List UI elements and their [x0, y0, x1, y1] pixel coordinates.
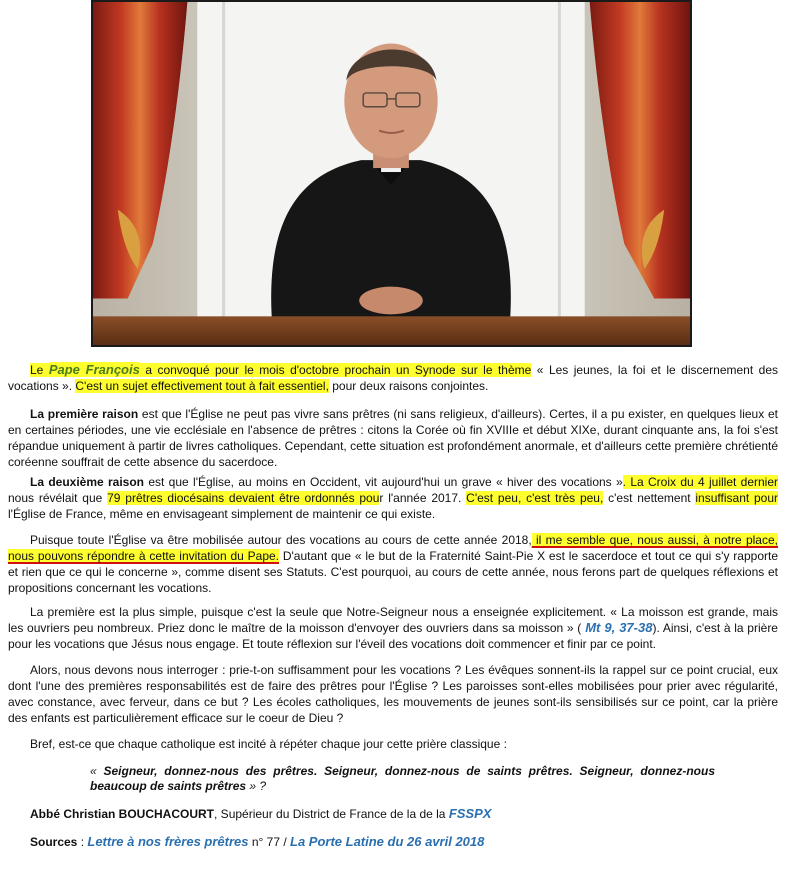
- source-link-lettre[interactable]: Lettre à nos frères prêtres: [87, 834, 249, 849]
- paragraph-prayer: [8, 604, 778, 652]
- mobilisation-c: D'autant que « le but de la Fraternité Saint-Pie X est le sacerdoce et tout ce qui s'y rapporte et rien que ce qui le concerne », comme disent ses Statuts. C'est pourquoi, au cours de cette année, nous ferons part de quelques réflexions et propositions concernant les vocations.: [8, 549, 778, 595]
- first-reason-label: La première raison: [30, 407, 139, 421]
- pope-name: Pape François: [48, 362, 140, 377]
- quote-open: «: [90, 764, 104, 778]
- prayer-a: La première est la plus simple, puisque c'est la seule que Notre-Seigneur nous a enseignée explicitement. « La moisson est grande, mais les ouvriers peu nombreux. Priez donc le maître de la moisson d'envoyer des ouvriers dans sa moisson » (: [8, 605, 778, 635]
- mobilisation-b: il me semble que, nous aussi, à notre place, nous pouvons répondre à cette invitation du Pape.: [8, 533, 778, 563]
- prayer-b: ). Ainsi, c'est à la prière pour les vocations que Jésus nous engage. Et toute réflexion sur l'éveil des vocations doit commencer et finir par ce point.: [8, 621, 778, 651]
- second-reason-f: C'est peu, c'est très peu,: [466, 491, 604, 505]
- intro-text-a: Le: [30, 363, 49, 377]
- questions-text: Alors, nous devons nous interroger : prie-t-on suffisamment pour les vocations ? Les évêques sonnent-ils la rappel sur ce point crucial, eux dont l'une des premières responsabilités est de faire des prêtres pour l'Église ? Les paroisses sont-elles mobilisées pour prier avec régularité, avec constance, avec ferveur, dans ce but ? Les écoles catholiques, les mouvements de jeunes sont-ils sensibilisés sur ce point, car la prière des enfants est particulièrement efficace sur le coeur de Dieu ?: [8, 663, 778, 725]
- intro-text-d: .: [68, 379, 76, 393]
- sources-label: Sources: [30, 835, 78, 849]
- author-name: Abbé Christian BOUCHACOURT: [30, 807, 215, 821]
- sources: [30, 834, 484, 850]
- paragraph-intro: [8, 362, 778, 394]
- paragraph-second-reason: [8, 474, 778, 522]
- signature: [30, 806, 491, 822]
- priest-photo-illustration: [93, 2, 690, 345]
- intro-text-f: pour deux raisons conjointes.: [328, 379, 489, 393]
- paragraph-questions: [8, 662, 778, 726]
- second-reason-i: l'Église de France, même en envisageant simplement de maintenir ce qui existe.: [8, 507, 436, 521]
- source-number: n° 77 /: [248, 835, 290, 849]
- intro-text-b: a convoqué pour le mois d'octobre prochain un Synode sur le thème: [139, 363, 532, 377]
- bref-text: Bref, est-ce que chaque catholique est incité à répéter chaque jour cette prière classique :: [30, 737, 507, 751]
- paragraph-bref: [8, 736, 778, 752]
- paragraph-mobilisation: [8, 532, 778, 596]
- priest-photo: [91, 0, 692, 347]
- intro-text-e: C'est un sujet effectivement tout à fait essentiel,: [75, 379, 329, 393]
- sources-sep: :: [77, 835, 88, 849]
- second-reason-label: La deuxième raison: [30, 475, 145, 489]
- prayer-quote: [90, 764, 715, 794]
- paragraph-first-reason: [8, 406, 778, 470]
- mobilisation-a: Puisque toute l'Église va être mobilisée autour des vocations au cours de cette année 2018,: [30, 533, 532, 547]
- second-reason-g: c'est nettement: [603, 491, 696, 505]
- quote-close: » ?: [246, 779, 267, 793]
- second-reason-d: 79 prêtres diocésains devaient être ordonnés pou: [107, 491, 380, 505]
- author-role: , Supérieur du District de France de la de la: [214, 807, 449, 821]
- intro-text-c: « Les jeunes, la foi et le discernement des vocations »: [8, 363, 779, 393]
- fsspx-link[interactable]: FSSPX: [448, 806, 492, 821]
- second-reason-h: insuffisant pour: [695, 491, 779, 505]
- source-link-porte-latine[interactable]: La Porte Latine du 26 avril 2018: [290, 834, 485, 849]
- quote-text: Seigneur, donnez-nous des prêtres. Seigneur, donnez-nous de saints prêtres. Seigneur, donnez-nous beaucoup de saints prêtres: [90, 764, 715, 793]
- first-reason-text: est que l'Église ne peut pas vivre sans prêtres (ni sans religieux, d'ailleurs). Certes, il a pu exister, en quelques lieux et en certaines périodes, une vie ecclésiale en l'absence de prêtres : citons la Corée où fin XVIIIe et début XIXe, durant cinquante ans, la foi s'est répandue uniquement à partir de livres catholiques. Cependant, cette situation est profondément anormale, et d'ailleurs cette première chrétienté coréenne souffrait de cette absence du sacerdoce.: [8, 407, 778, 469]
- bible-reference-link[interactable]: Mt 9, 37-38: [581, 620, 653, 635]
- second-reason-a: est que l'Église, au moins en Occident, vit aujourd'hui un grave « hiver des vocations »: [144, 475, 623, 489]
- second-reason-e: r l'année 2017.: [379, 491, 467, 505]
- second-reason-c: nous révélait que: [8, 491, 108, 505]
- second-reason-b: . La Croix du 4 juillet dernier: [622, 475, 779, 489]
